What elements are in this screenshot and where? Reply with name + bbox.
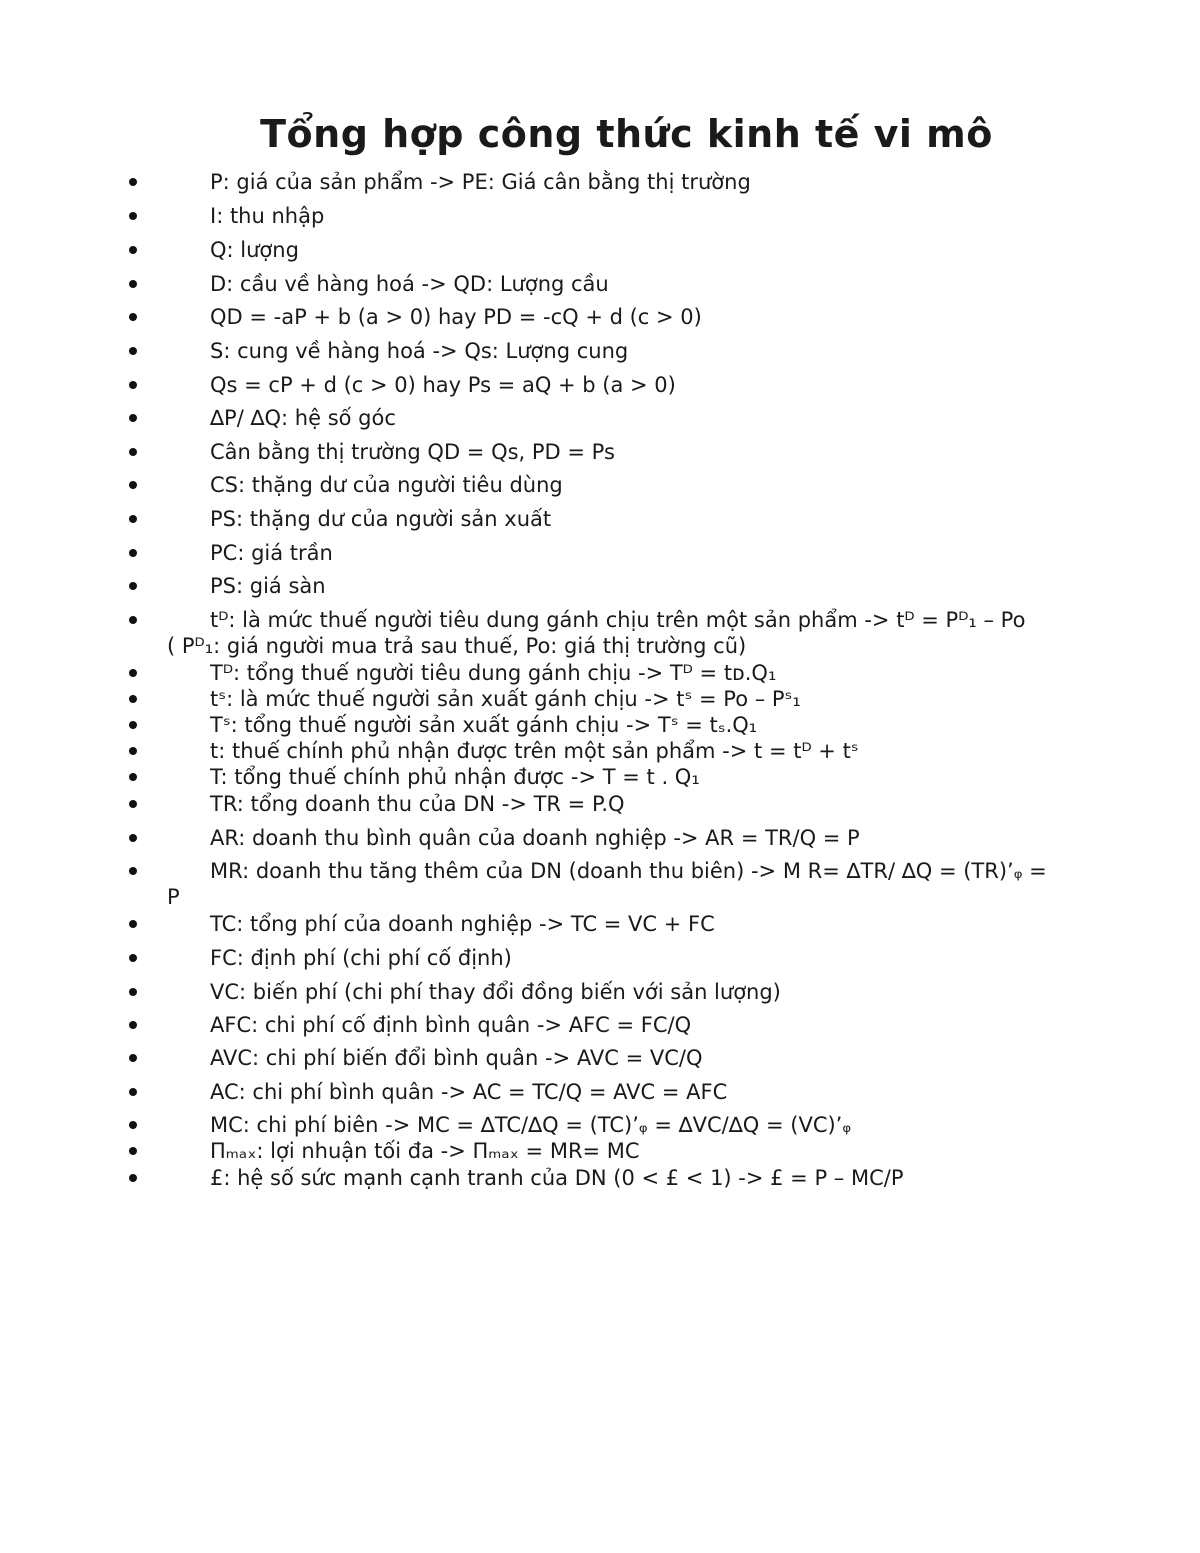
- formula-text: Tˢ: tổng thuế người sản xuất gánh chịu -> Tˢ = tₛ.Q₁: [210, 713, 758, 737]
- formula-text: t: thuế chính phủ nhận được trên một sản phẩm -> t = tᴰ + tˢ: [210, 739, 859, 763]
- bullet-icon: [129, 747, 137, 755]
- formula-text: ∆P/ ∆Q: hệ số góc: [210, 406, 396, 430]
- bullet-icon: [129, 1088, 137, 1096]
- formula-text: Пₘₐₓ: lợi nhuận tối đa -> Пₘₐₓ = MR= MC: [210, 1139, 640, 1163]
- formula-text: TC: tổng phí của doanh nghiệp -> TC = VC + FC: [210, 912, 715, 936]
- bullet-icon: [129, 616, 137, 624]
- bullet-icon: [129, 1021, 137, 1029]
- bullet-icon: [129, 582, 137, 590]
- formula-text: Q: lượng: [210, 238, 299, 262]
- bullet-icon: [129, 695, 137, 703]
- bullet-icon: [129, 280, 137, 288]
- formula-text: PS: thặng dư của người sản xuất: [210, 507, 552, 531]
- bullet-icon: [129, 669, 137, 677]
- formula-text: FC: định phí (chi phí cố định): [210, 946, 512, 970]
- formula-text: PS: giá sàn: [210, 574, 326, 598]
- formula-text: D: cầu về hàng hoá -> QD: Lượng cầu: [210, 272, 609, 296]
- document-title: Tổng hợp công thức kinh tế vi mô: [260, 112, 993, 156]
- formula-text: P: giá của sản phẩm -> PE: Giá cân bằng thị trường: [210, 170, 751, 194]
- formula-text-continuation: ( Pᴰ₁: giá người mua trả sau thuế, Po: giá thị trường cũ): [167, 634, 747, 658]
- formula-text: tᴰ: là mức thuế người tiêu dung gánh chịu trên một sản phẩm -> tᴰ = Pᴰ₁ – Po: [210, 608, 1026, 632]
- formula-text: S: cung về hàng hoá -> Qs: Lượng cung: [210, 339, 629, 363]
- bullet-icon: [129, 773, 137, 781]
- bullet-icon: [129, 414, 137, 422]
- bullet-icon: [129, 1174, 137, 1182]
- formula-text: I: thu nhập: [210, 204, 325, 228]
- bullet-icon: [129, 178, 137, 186]
- bullet-icon: [129, 1121, 137, 1129]
- formula-text: Cân bằng thị trường QD = Qs, PD = Ps: [210, 440, 615, 464]
- bullet-icon: [129, 246, 137, 254]
- bullet-icon: [129, 212, 137, 220]
- bullet-icon: [129, 954, 137, 962]
- bullet-icon: [129, 867, 137, 875]
- formula-text: PC: giá trần: [210, 541, 333, 565]
- bullet-icon: [129, 313, 137, 321]
- bullet-icon: [129, 347, 137, 355]
- formula-text: TR: tổng doanh thu của DN -> TR = P.Q: [210, 792, 625, 816]
- bullet-icon: [129, 988, 137, 996]
- formula-text-continuation: P: [167, 885, 180, 909]
- formula-text: AVC: chi phí biến đổi bình quân -> AVC = VC/Q: [210, 1046, 703, 1070]
- bullet-icon: [129, 448, 137, 456]
- formula-text: tˢ: là mức thuế người sản xuất gánh chịu -> tˢ = Po – Pˢ₁: [210, 687, 801, 711]
- formula-text: MC: chi phí biên -> MC = ∆TC/∆Q = (TC)’ᵩ = ∆VC/∆Q = (VC)’ᵩ: [210, 1113, 852, 1137]
- formula-text: AR: doanh thu bình quân của doanh nghiệp -> AR = TR/Q = P: [210, 826, 860, 850]
- bullet-icon: [129, 481, 137, 489]
- formula-text: VC: biến phí (chi phí thay đổi đồng biến với sản lượng): [210, 980, 781, 1004]
- formula-text: Tᴰ: tổng thuế người tiêu dung gánh chịu -> Tᴰ = tᴅ.Q₁: [210, 661, 777, 685]
- formula-text: AC: chi phí bình quân -> AC = TC/Q = AVC = AFC: [210, 1080, 728, 1104]
- formula-text: AFC: chi phí cố định bình quân -> AFC = FC/Q: [210, 1013, 692, 1037]
- bullet-icon: [129, 381, 137, 389]
- bullet-icon: [129, 920, 137, 928]
- bullet-icon: [129, 549, 137, 557]
- bullet-icon: [129, 1147, 137, 1155]
- formula-text: MR: doanh thu tăng thêm của DN (doanh thu biên) -> M R= ∆TR/ ∆Q = (TR)’ᵩ =: [210, 859, 1047, 883]
- bullet-icon: [129, 834, 137, 842]
- formula-text: T: tổng thuế chính phủ nhận được -> T = t . Q₁: [210, 765, 700, 789]
- bullet-icon: [129, 1054, 137, 1062]
- bullet-icon: [129, 800, 137, 808]
- formula-text: £: hệ số sức mạnh cạnh tranh của DN (0 < £ < 1) -> £ = P – MC/P: [210, 1166, 904, 1190]
- bullet-icon: [129, 515, 137, 523]
- bullet-icon: [129, 721, 137, 729]
- formula-text: CS: thặng dư của người tiêu dùng: [210, 473, 563, 497]
- formula-text: QD = -aP + b (a > 0) hay PD = -cQ + d (c > 0): [210, 305, 702, 329]
- formula-text: Qs = cP + d (c > 0) hay Ps = aQ + b (a > 0): [210, 373, 676, 397]
